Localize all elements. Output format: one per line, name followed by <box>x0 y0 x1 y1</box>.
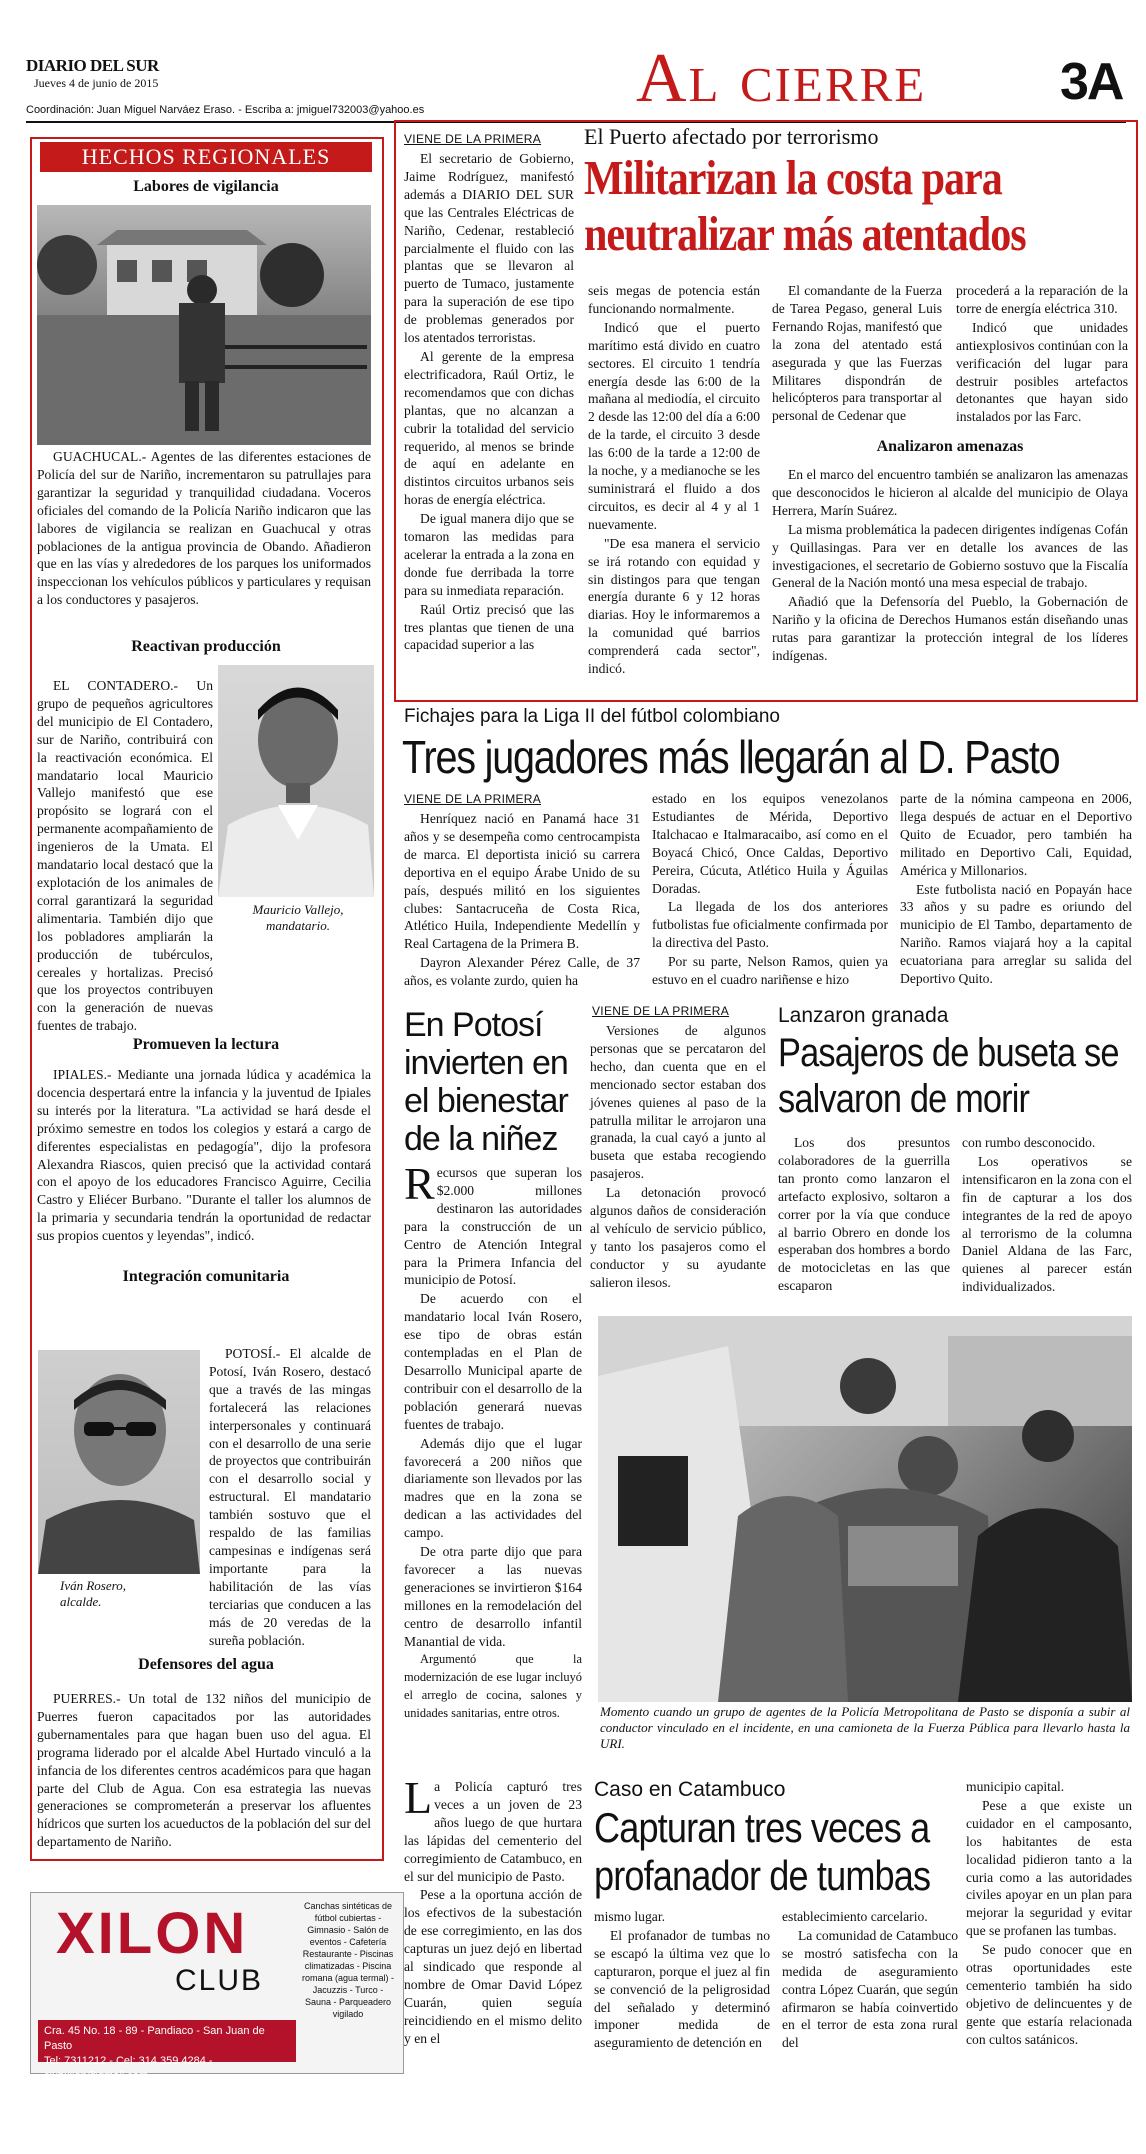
masthead <box>26 56 226 91</box>
potosi-headline: En Potosí invierten en el bienestar de la niñez <box>404 1006 568 1158</box>
lead-col1-p3: De igual manera dijo que se tomaron las medidas para acelerar la entrada a la zona en donde fue derribada la torre para su inmediata reparación. <box>404 511 574 598</box>
catambuco-dropcap: L <box>404 1772 433 1823</box>
football-col3-p2: Este futbolista nació en Popayán hace 33 años y su padre es oriundo del municipio de El Tambo, departamento de Nariño. Ramos viajará hoy a la capital ecuatoriana para arreglar su salida del Deportivo Quito. <box>900 881 1132 987</box>
arrest-photo-scene <box>598 1316 1132 1702</box>
catambuco-col1-p1: mismo lugar. <box>594 1909 665 1924</box>
football-col1-p1: Henríquez nació en Panamá hace 31 años y se desempeña como centrocampista de marca. El deportista inició su carrera deportiva en el equipo Árabe Unido de su país, después militó en los siguientes clubes: Santacruceña de Costa Rica, Atlético Huila, Independiente Medellín y Real Cartagena de la Primera B. <box>404 811 640 952</box>
regional-text-2-content: EL CONTADERO.- Un grupo de pequeños agricultores del municipio de El Contadero, sur de Nariño, contribuirá con la reactivación económica. El mandatario local Mauricio Vallejo manifestó que ese propósito se logrará con el permanente acompañamiento de ingenieros de la Umata. El mandatario local destacó que la explotación de los animales de corral garantizará la seguridad alimentaria. También dijo que los pobladores ampliarán la producción de tubérculos, cereales y hortalizas. Precisó que los proyectos contribuyen con la generación de nuevas fuentes de trabajo. <box>37 678 213 1034</box>
potosi-p2: De acuerdo con el mandatario local Iván Rosero, ese tipo de obras están contempladas en el Plan de Desarrollo Municipal aparte de contribuir con el desarrollo de la población generará nuevas fuentes de trabajo. <box>404 1291 582 1432</box>
page-number: 3A <box>1060 53 1123 111</box>
catambuco-col1 <box>594 1908 770 2053</box>
regional-text-4 <box>37 1345 371 1649</box>
grenade-col3-p2: Los operativos se intensificaron en la zona con el fin de capturar a los dos integrantes de la red de apoyo al terrorismo de la columna Daniel Aldana de las Farc, quienes al parecer están individualizados. <box>962 1153 1132 1295</box>
football-col2 <box>652 790 888 990</box>
lead-kicker: El Puerto afectado por terrorismo <box>584 124 879 149</box>
lead-col3 <box>772 282 942 426</box>
regional-heading-4: Integración comunitaria <box>122 1268 290 1285</box>
football-col2-p3: Por su parte, Nelson Ramos, quien ya estuvo en el cuadro nariñense e hizo <box>652 954 888 988</box>
potosi-p4: De otra parte dijo que para favorecer a las nuevas generaciones se invirtieron $164 millones en la remodelación del centro de desarrollo infantil Manantial de vida. <box>404 1544 582 1649</box>
catambuco-col3 <box>966 1778 1132 2050</box>
coordination-line: Coordinación: Juan Miguel Narváez Eraso. - Escriba a: jmiguel732003@yahoo.es <box>26 104 425 116</box>
catambuco-kicker: Caso en Catambuco <box>594 1778 786 1801</box>
football-headline: Tres jugadores más llegarán al D. Pasto <box>402 731 1060 783</box>
catambuco-headline: Capturan tres veces a profanador de tumbas <box>594 1804 931 1899</box>
grenade-col2 <box>778 1134 950 1296</box>
catambuco-col1-p2: El profanador de tumbas no se escapó la última vez que lo capturaron, porque el juez al fin se convenció de la peligrosidad del señalado y determinó imponer medida de aseguramiento de detención en <box>594 1927 770 2051</box>
catambuco-col3-p2: Pese a que existe un cuidador en el camposanto, los habitantes de esta localidad pidieron tanto a la curia como a las autoridades civiles apoyar en un plan para mejorar la seguridad y evitar que se profanen las tumbas. <box>966 1797 1132 1939</box>
xilon-brand: XILON <box>56 1901 249 1966</box>
lead-col2-p3: "De esa manera el servicio se irá rotando con equidad y sin distingos para que tengan energía durante 6 y 12 horas diarias. Hoy le informaremos a la comunidad qué barrios comprenderá cada sector", indicó. <box>588 535 760 677</box>
potosi-dropcap: R <box>404 1158 435 1209</box>
vallejo-photo <box>218 665 374 897</box>
regional-heading-2: Reactivan producción <box>131 638 281 655</box>
football-col1 <box>404 810 640 991</box>
lead-col1-p1: El secretario de Gobierno, Jaime Rodríguez, manifestó además a DIARIO DEL SUR que las Centrales Eléctricas de Nariño, Cedenar, restableció parcialmente el fluido con las plantas que se llevaron al puerto de Tumaco, justamente para la superación de ese tipo de problemas generados por los atentados terroristas. <box>404 151 574 346</box>
grenade-col1-p2: La detonación provocó algunos daños de consideración al vehículo de servicio público, y tanto los pasajeros como el conductor y su ayudante salieron ilesos. <box>590 1185 766 1290</box>
grenade-headline: Pasajeros de buseta se salvaron de morir <box>778 1031 1119 1121</box>
potosi-p5: Argumentó que la modernización de ese lugar incluyó el arreglo de cocina, salones y unidades sanitarias, entre otros. <box>404 1652 582 1721</box>
paper-name: DIARIO DEL SUR <box>26 56 159 75</box>
catambuco-col0 <box>404 1772 582 2049</box>
lead-col1 <box>404 150 574 655</box>
football-viene: VIENE DE LA PRIMERA <box>404 792 542 806</box>
regional-heading-5: Defensores del agua <box>138 1656 274 1673</box>
catambuco-col0-p1 <box>404 1772 582 1885</box>
xilon-phone: Tel: 7311212 - Cel: 314 359 4284 - clubxilon@gmail.com <box>44 2055 213 2082</box>
grenade-col1 <box>590 1022 766 1293</box>
potosi-body <box>404 1158 582 1724</box>
vallejo-caption: Mauricio Vallejo, mandatario. <box>252 902 344 933</box>
xilon-address: Cra. 45 No. 18 - 89 - Pandiaco - San Juan de Pasto <box>44 2025 265 2052</box>
patrol-photo <box>37 205 371 445</box>
regional-text-5: PUERRES.- Un total de 132 niños del municipio de Puerres fueron capacitados por las autoridades gubernamentales para que hagan buen uso del agua. El programa liderado por el alcalde Abel Hurtado vinculó a la infancia de los diferentes centros académicos para que hagan parte del Club de Agua. Con esa estrategia las nuevas generaciones se comprometerán a preservar los afluentes hídricos que surten los acueductos de la población del sur del departamento de Nariño. <box>37 1691 371 1850</box>
arrest-photo <box>598 1316 1132 1702</box>
football-col2-p2: La llegada de los dos anteriores futbolistas fue oficialmente confirmada por la directiva del Pasto. <box>652 899 888 951</box>
xilon-address-bar <box>38 2020 296 2082</box>
issue-date: Jueves 4 de junio de 2015 <box>34 76 159 90</box>
patrol-photo-scene <box>37 205 371 445</box>
lead-col3-p1: El comandante de la Fuerza de Tarea Pegaso, general Luis Fernando Rojas, manifestó que la zona del atentado está asegurada y que las Fuerzas Militares dispondrán de helicópteros para transportar al personal de Cedenar que <box>772 283 942 424</box>
lead-amenazas-p2: La misma problemática la padecen dirigentes indígenas Cofán y Quillasingas. Para ver en detalle los avances de las investigaciones, el secretario de Gobierno sostuvo que la Fiscalía General de la Nación montó una mesa especial de trabajo. <box>772 521 1128 591</box>
catambuco-col3-p1: municipio capital. <box>966 1779 1065 1794</box>
section-title: Al cierre <box>636 40 927 117</box>
catambuco-col2 <box>782 1908 958 2053</box>
lead-viene: VIENE DE LA PRIMERA <box>404 132 542 146</box>
grenade-col1-p1: Versiones de algunos personas que se percataron del hecho, dan cuenta que en el mencionado sector estaban dos jóvenes quienes al paso de la patrulla militar le arrojaron una granada, la cual cayó a junto al buseta que estaba recogiendo pasajeros. <box>590 1023 766 1182</box>
lead-col4-p1: procederá a la reparación de la torre de energía eléctrica 310. <box>956 283 1128 316</box>
arrest-caption: Momento cuando un grupo de agentes de la Policía Metropolitana de Pasto se disponía a subir al conductor vinculado en el incidente, en una camioneta de la Fuerza Pública para llevarlo hasta la URI. <box>600 1704 1130 1751</box>
regional-heading-1: Labores de vigilancia <box>133 178 279 195</box>
football-col2-p1: estado en los equipos venezolanos Estudiantes de Mérida, Deportivo Italchacao e Italmaracaibo, así como en el Boyacá Chicó, Once Caldas, Deportivo Pereira, Cúcuta, Atlético Huila y Águilas Doradas. <box>652 791 888 896</box>
lead-headline: Militarizan la costa para neutralizar más atentados <box>584 150 1026 261</box>
lead-subhead: Analizaron amenazas <box>876 438 1024 455</box>
catambuco-col2-p2: La comunidad de Catambuco se mostró satisfecha con la medida de aseguramiento contra López Cuarán, que según afirmaron se había coinvertido en el terror de esta zona rural del <box>782 1927 958 2051</box>
grenade-col3 <box>962 1134 1132 1297</box>
lead-col4-p2: Indicó que unidades antiexplosivos continúan con la verificación del lugar para destruir posibles artefactos detonantes que hayan sido instalados por las Farc. <box>956 319 1128 425</box>
lead-col4 <box>956 282 1128 427</box>
lead-col2-p2: Indicó que el puerto marítimo está divido en cuatro sectores. El circuito 1 tendría energía desde las 6:00 de la mañana al mediodía, el circuito 2 desde las 12:00 del día a 6:00 de la tarde, el circuito 3 desde las 6:00 de la tarde a 12:00 de la noche, y a medianoche se les suministrará el fluido a dos circuitos, es decir al 4 y al 1 nuevamente. <box>588 319 760 532</box>
catambuco-col2-p1: establecimiento carcelario. <box>782 1909 928 1924</box>
lead-amenazas <box>772 466 1128 666</box>
regional-heading-3: Promueven la lectura <box>132 1036 280 1053</box>
vallejo-portrait <box>218 665 374 897</box>
football-col1-p2: Dayron Alexander Pérez Calle, de 37 años, es volante zurdo, quien ha <box>404 955 640 989</box>
regional-text-3: IPIALES.- Mediante una jornada lúdica y académica la docencia despertará entre la infancia y la juventud de Ipiales su interés por la literatura. "La actividad se hará desde el próximo semestre en todos los colegios y estará a cargo de diferentes especialistas en pedagogía", dijo la profesora Alexandra Riascos, quien precisó que la actividad contará con el apoyo de los educadores Francisco Aguirre, Cecilia Castro y Eliécer Burbano. "Durante el taller los alumnos de la primaria y secundaria tendrán la oportunidad de redactar sus propios cuentos y leyendas", indicó. <box>37 1067 371 1244</box>
lead-col1-p2: Al gerente de la empresa electrificadora, Raúl Ortiz, le recomendamos que con dichas plantas, que no alcanzan a cubrir la totalidad del servicio requerido, al menos se brinde de aquí en adelante en distintos circuitos urbanos seis horas de energía eléctrica. <box>404 348 574 508</box>
lead-col2-p1: seis megas de potencia están funcionando normalmente. <box>588 283 760 316</box>
grenade-kicker: Lanzaron granada <box>778 1004 949 1027</box>
catambuco-col3-p3: Se pudo conocer que en otras oportunidades este cementerio también ha sido objetivo de delincuentes y de gente que estaría relacionada con cultos satánicos. <box>966 1942 1132 2047</box>
grenade-col2-p1: Los dos presuntos colaboradores de la guerrilla tan pronto como lanzaron el artefacto explosivo, soltaron a correr por la vía que conduce al barrio Obrero en donde los esperaban dos hombres a bordo de motocicletas en las que escaparon <box>778 1135 950 1294</box>
regional-text-2 <box>37 677 213 1035</box>
lead-col1-p4: Raúl Ortiz precisó que las tres plantas que tienen de una capacidad superior a las <box>404 601 574 653</box>
catambuco-col0-p2: Pese a la oportuna acción de los efectivos de la subestación de ese corregimiento, en las dos capturas un juez dejó en libertad al sindicado que responde al nombre de Omar David López Cuarán, quien seguía reincidiendo en el mismo delito y en el <box>404 1887 582 2046</box>
regional-box-title: HECHOS REGIONALES <box>40 142 372 172</box>
lead-col2 <box>588 282 760 679</box>
regional-text-1: GUACHUCAL.- Agentes de las diferentes estaciones de Policía del sur de Nariño, incrementaron su patrullajes para garantizar la seguridad y tranquilidad ciudadana. Voceros oficiales del comando de la Policía Nariño indicaron que las labores de vigilancia se realizan en Guachucal y otras poblaciones de la antigua provincia de Obando. Añadieron que en las vías y alrededores de los parques los uniformados inspeccionan los vehículos públicos y particulares y requisan a los conductores y pasajeros. <box>37 449 371 608</box>
grenade-col3-p1: con rumbo desconocido. <box>962 1135 1096 1150</box>
football-col3 <box>900 790 1132 989</box>
potosi-p3: Además dijo que el lugar favorecerá a 200 niños que diariamente son llevados por las madres que en la zona se dedican a las actividades del campo. <box>404 1435 582 1541</box>
regional-text-4-content: POTOSÍ.- El alcalde de Potosí, Iván Rosero, destacó que a través de las mingas fortalecerá las relaciones interpersonales y continuará con el desarrollo de una serie de proyectos que contribuirán con el desarrollo social y estructural. El mandatario también sostuvo que el respaldo de las familias campesinas e indígenas será importante para la habilitación de las vías terciarias que conducen a las más de 20 veredas de la sureña población. <box>209 1346 371 1648</box>
rosero-caption: Iván Rosero, alcalde. <box>60 1578 126 1609</box>
grenade-viene: VIENE DE LA PRIMERA <box>592 1004 730 1018</box>
potosi-p1 <box>404 1158 582 1289</box>
football-col3-p1: parte de la nómina campeona en 2006, llega después de actuar en el Deportivo Quito de Ecuador, pero también ha militado en Deportivo Cali, Equidad, América y Millonarios. <box>900 791 1132 878</box>
football-kicker: Fichajes para la Liga II del fútbol colombiano <box>404 706 781 727</box>
lead-amenazas-p3: Añadió que la Defensoría del Pueblo, la Gobernación de Nariño y la oficina de Derechos Humanos están diseñando unas rutas para garantizar la protección integral de los líderes indígenas. <box>772 594 1128 664</box>
catambuco-col0-p1-text: a Policía capturó tres veces a un joven de 23 años luego de que hurtara las lápidas del cementerio del corregimiento de Catambuco, en el sur del municipio de Pasto. <box>404 1779 582 1884</box>
potosi-p1-text: ecursos que superan los $2.000 millones destinaron las autoridades para la construcción de un Centro de Atención Integral para la Primera Infancia del municipio de Potosí. <box>404 1165 582 1288</box>
lead-amenazas-p1: En el marco del encuentro también se analizaron las amenazas que desconocidos le hicieron al alcalde del municipio de Olaya Herrera, Marín Suárez. <box>772 467 1128 518</box>
xilon-sub: CLUB <box>175 1964 264 1997</box>
xilon-services: Canchas sintéticas de fútbol cubiertas - Gimnasio - Salón de eventos - Cafetería Restaurante - Piscinas climatizadas - Piscina romana (agua termal) - Jacuzzis - Turco - Sauna - Parqueadero vigilado <box>301 1901 395 2019</box>
